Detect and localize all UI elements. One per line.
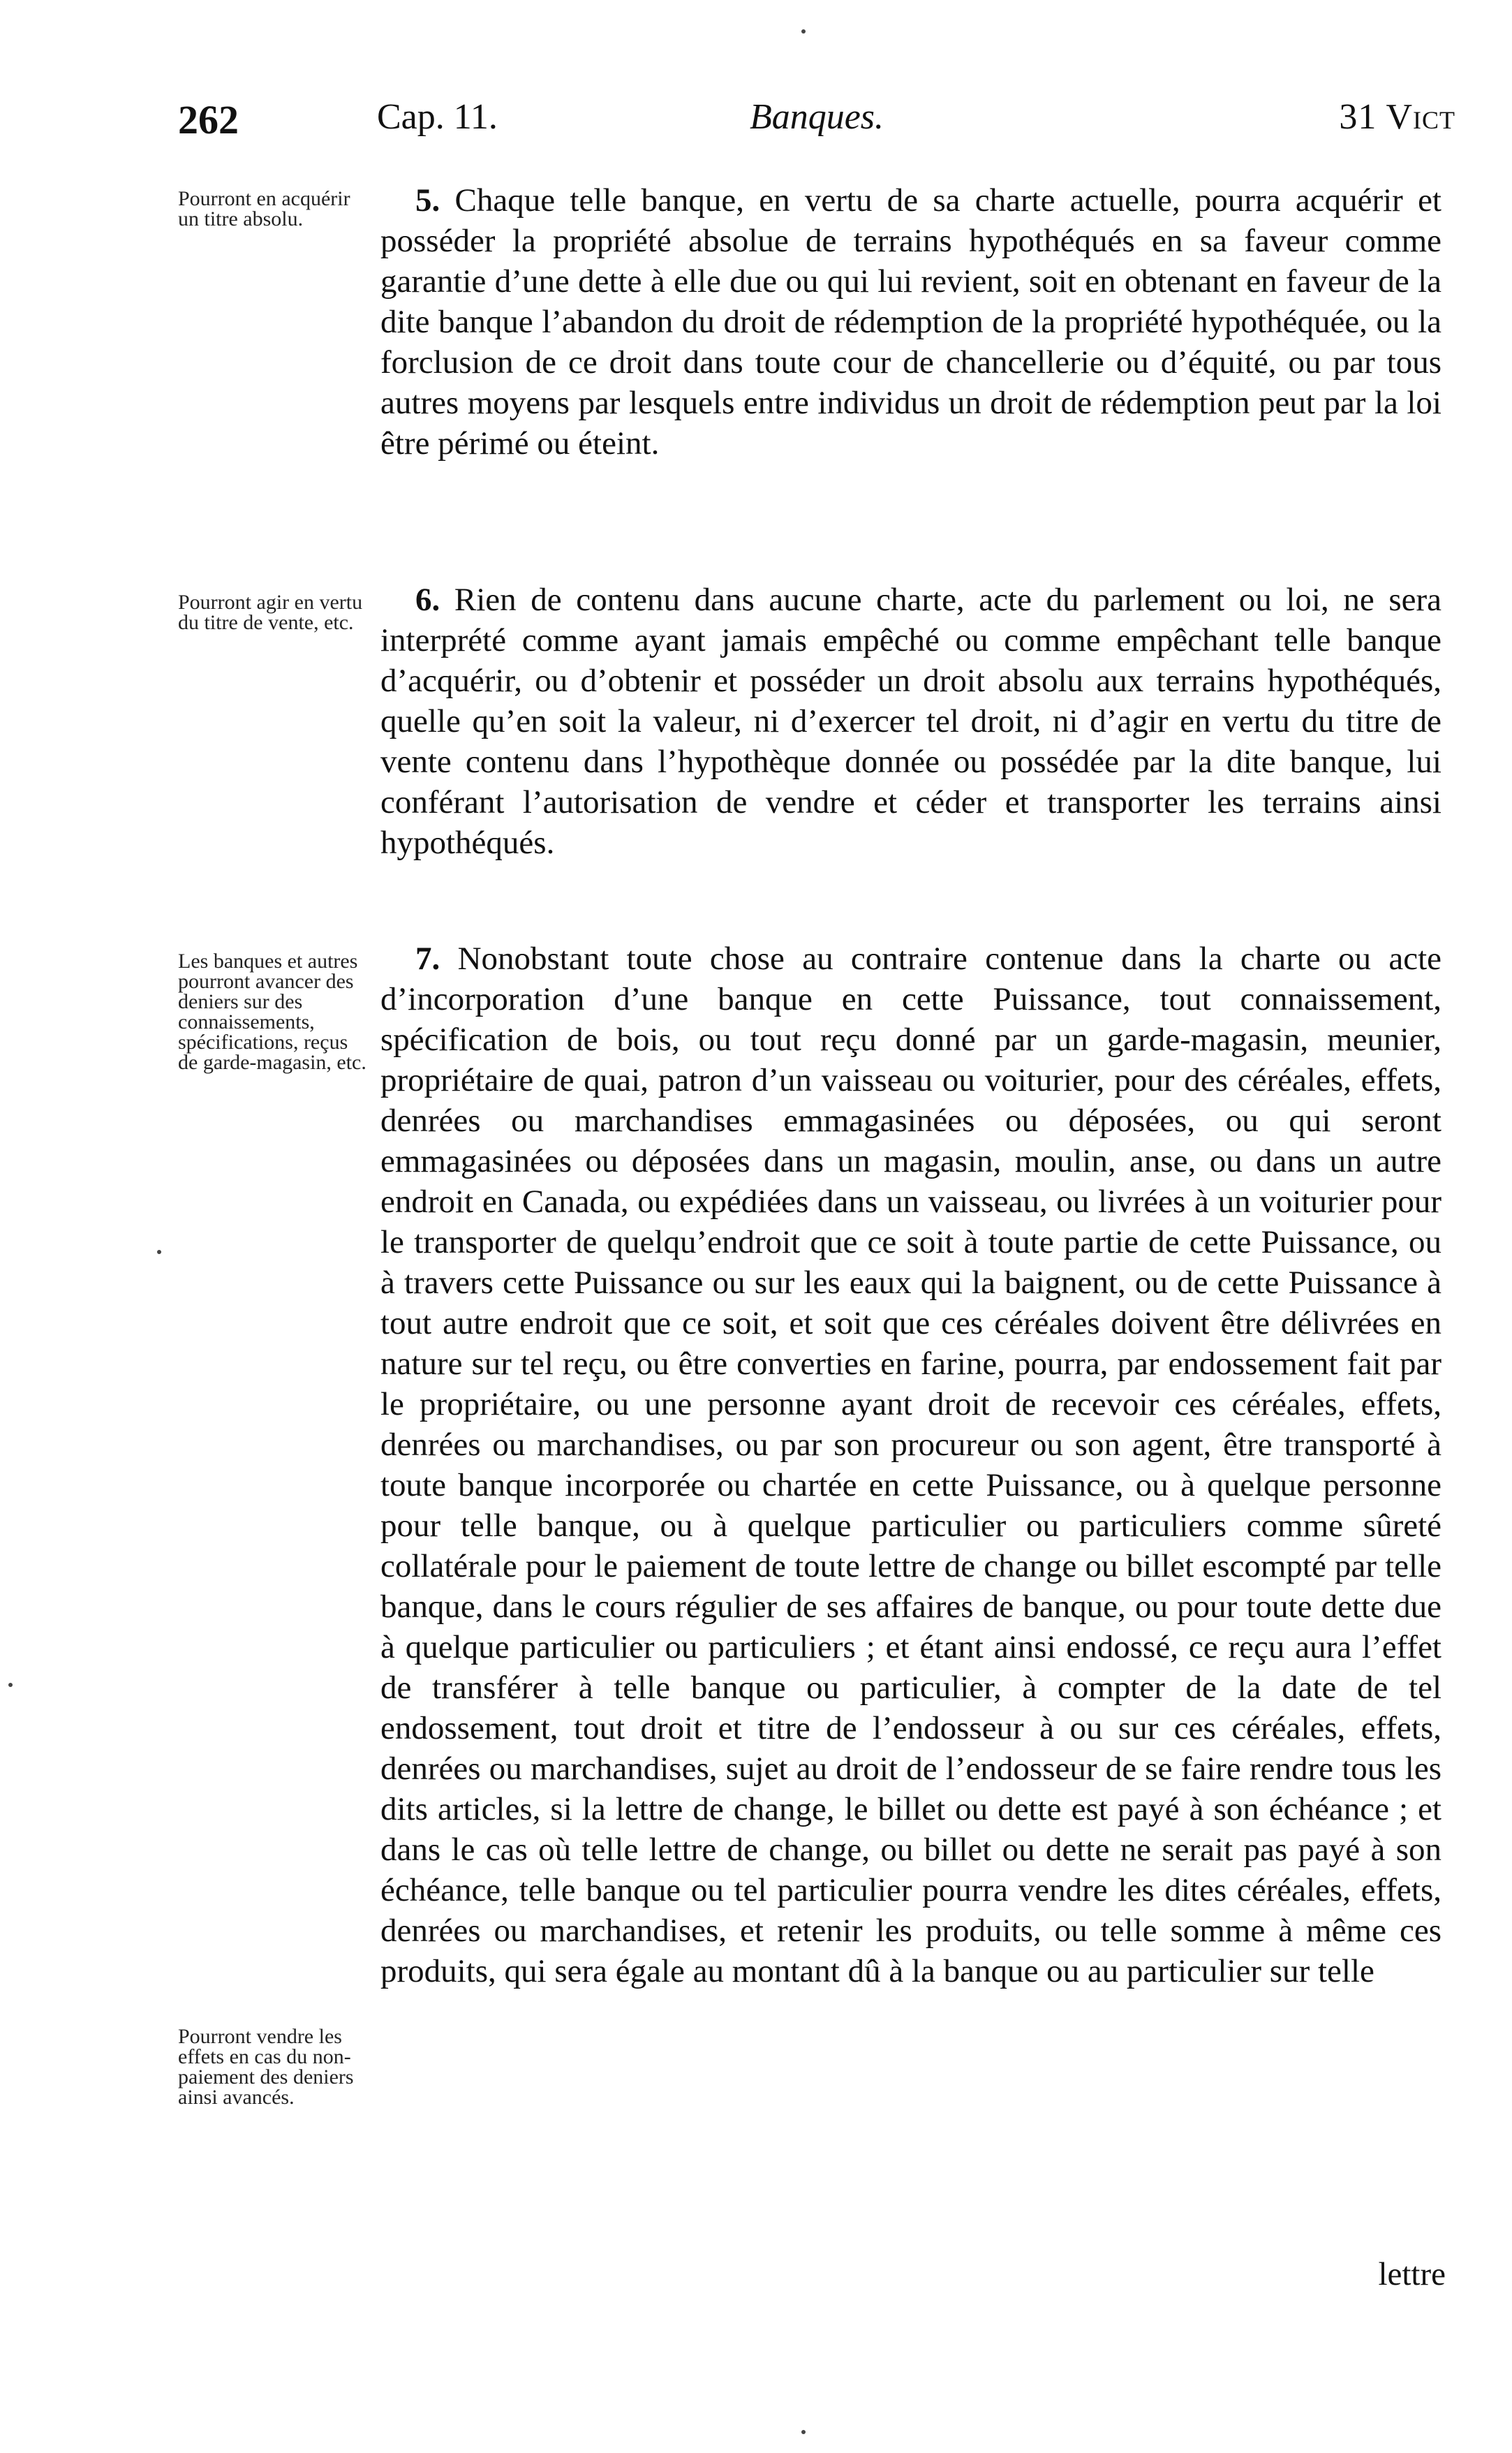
section-text: Rien de contenu dans aucune charte, acte du parlement ou loi, ne sera interprété comme ayant jamais empêché ou comme empêchant telle banque d’acquérir, ou d’obtenir et posséder un droit absolu aux terrains hypothéqués, quelle qu’en soit la valeur, ni d’exercer tel droit, ni d’agir en vertu du titre de vente contenu dans l’hypothèque donnée ou possédée par la dite banque, lui conférant l’autorisation de vendre et céder et transporter les terrains ainsi hypothéqués. — [380, 582, 1441, 861]
ink-speck — [8, 1683, 13, 1687]
ink-speck — [801, 2430, 806, 2434]
catchword: lettre — [1378, 2256, 1446, 2292]
section-number: 5. — [415, 182, 440, 219]
margin-note-1: Pourront en acquérir un titre absolu. — [178, 187, 350, 230]
running-title: Banques. — [749, 97, 884, 137]
ink-speck — [157, 1250, 161, 1254]
ink-speck — [801, 29, 806, 34]
margin-note-3: Les banques et autres pourront avancer des deniers sur des connaissements, spécifications, reçus de garde-magasin, etc. — [178, 950, 366, 1074]
section-number: 7. — [415, 941, 440, 977]
margin-note-2: Pourront agir en vertu du titre de vente, etc. — [178, 591, 363, 634]
section-number: 6. — [415, 582, 440, 618]
regnal-year: 31 Vict — [1339, 97, 1455, 137]
section-text: Chaque telle banque, en vertu de sa charte actuelle, pourra acquérir et posséder la propriété absolue de terrains hypothéqués en sa faveur comme garantie d’une dette à elle due ou qui lui revient, soit en obtenant en faveur de la dite banque l’abandon du droit de rédemption de la propriété hypothéquée, ou la forclusion de ce droit dans toute cour de chancellerie ou d’équité, ou par tous autres moyens par lesquels entre individus un droit de rédemption peut par la loi être périmé ou éteint. — [380, 182, 1441, 462]
section-7 — [380, 938, 1441, 1991]
margin-note-4: Pourront vendre les effets en cas du non-paiement des deniers ainsi avancés. — [178, 2025, 354, 2109]
section-6 — [380, 580, 1441, 863]
running-header — [178, 96, 1455, 152]
section-5 — [380, 180, 1441, 464]
section-text: Nonobstant toute chose au contraire contenue dans la charte ou acte d’incorporation d’une banque en cette Puissance, tout connaissement, spécification de bois, ou tout reçu donné par un garde-magasin, meunier, propriétaire de quai, patron d’un vaisseau ou voiturier, pour des céréales, effets, denrées ou marchandises emmagasinées ou déposées, ou qui seront emmagasinées ou déposées dans un magasin, moulin, anse, ou dans un autre endroit en Canada, ou expédiées dans un vaisseau, ou livrées à un voiturier pour le transporter de quelqu’endroit que ce soit à toute partie de cette Puissance, ou à travers cette Puissance ou sur les eaux qui la baignent, ou de cette Puissance à tout autre endroit que ce soit, et soit que ces céréales doivent être délivrées en nature sur tel reçu, ou être converties en farine, pourra, par endossement fait par le propriétaire, ou une personne ayant droit de recevoir ces céréales, effets, denrées ou marchandises, ou par son procureur ou son agent, être transporté à toute banque incorporée ou chartée en cette Puissance, ou à quelque personne pour telle banque, ou à quelque particulier ou particuliers comme sûreté collatérale pour le paiement de toute lettre de change ou billet escompté par telle banque, dans le cours régulier de ses affaires de banque, ou pour toute dette due à quelque particulier ou particuliers ; et étant ainsi endossé, ce reçu aura l’effet de transférer à telle banque ou particulier, à compter de la date de tel endossement, tout droit et titre de l’endosseur à ou sur ces céréales, effets, denrées ou marchandises, sujet au droit de l’endosseur de se faire rendre tous les dits articles, si la lettre de change, le billet ou dette est payé à son échéance ; et dans le cas où telle lettre de change, ou billet ou dette ne serait pas payé à son échéance, telle banque ou tel particulier pourra vendre les dites céréales, effets, denrées ou marchandises, et retenir les produits, ou telle somme à même ces produits, qui sera égale au montant dû à la banque ou au particulier sur telle — [380, 941, 1441, 1989]
page-number: 262 — [178, 97, 239, 142]
chapter-label: Cap. 11. — [377, 97, 498, 137]
